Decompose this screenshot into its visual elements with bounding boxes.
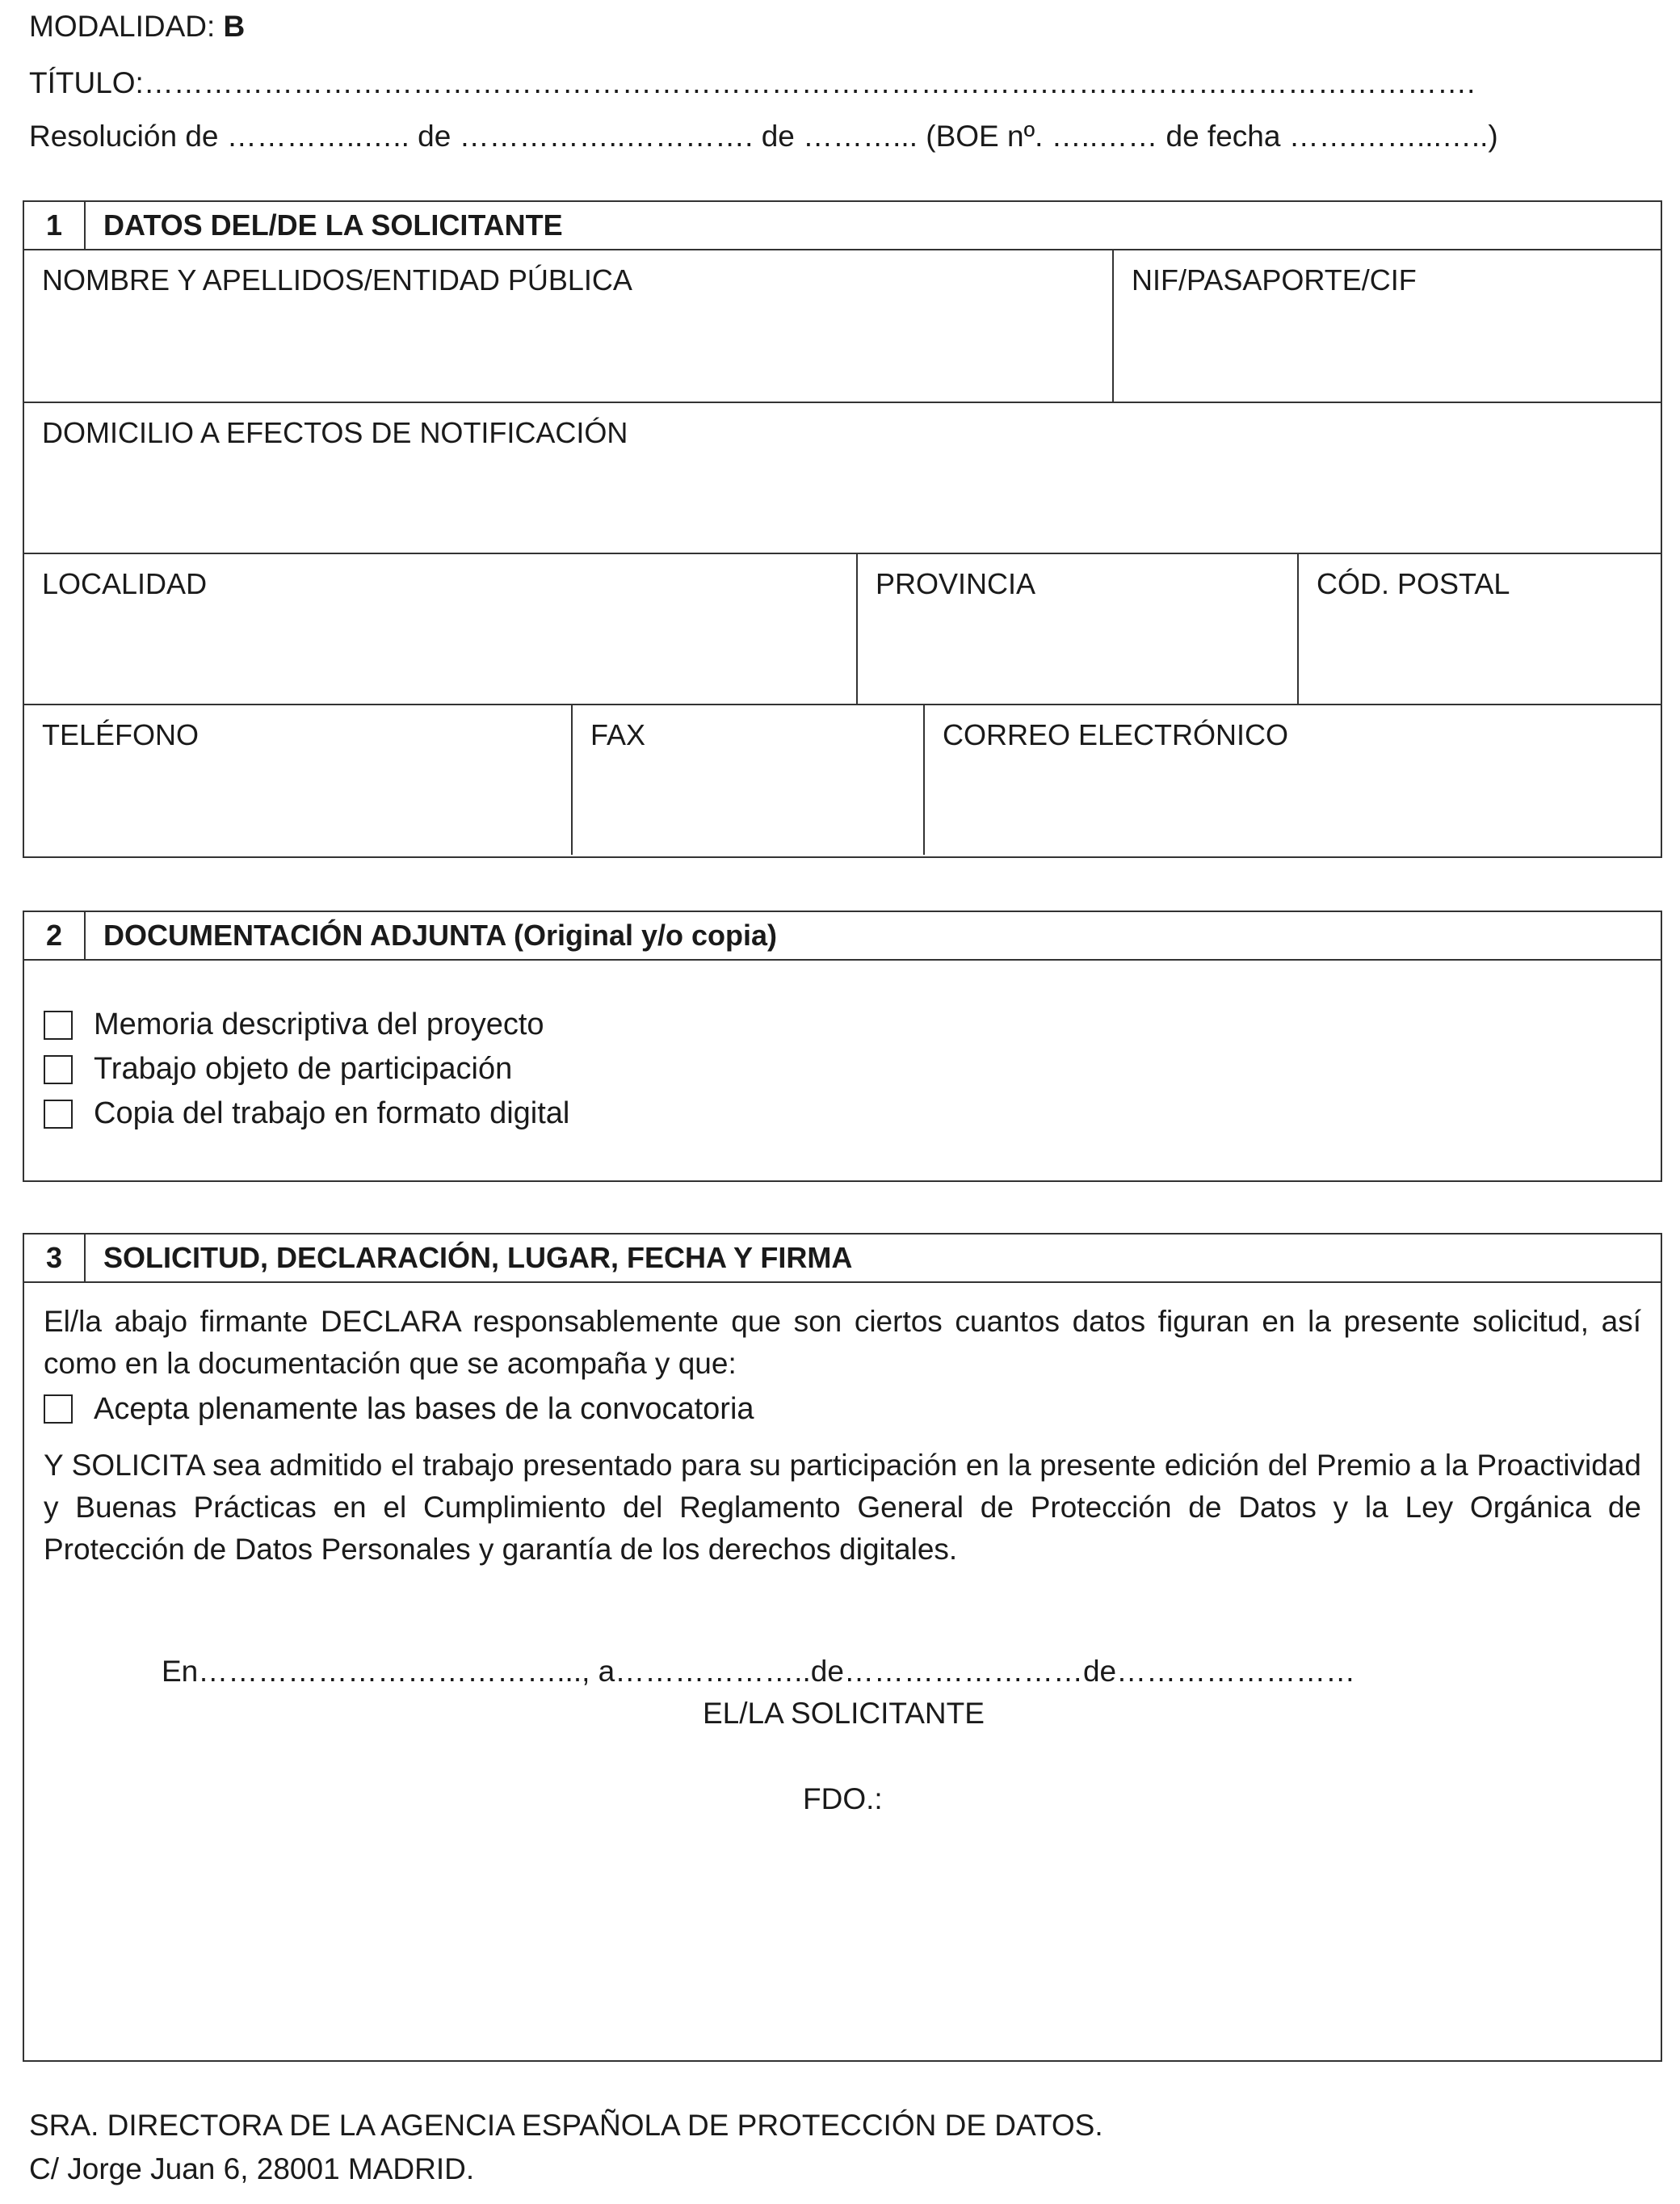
field-nombre[interactable] xyxy=(24,250,1114,402)
row-localidad xyxy=(24,554,1661,705)
section-1-number: 1 xyxy=(24,202,86,249)
checkbox-acepta-bases[interactable] xyxy=(44,1394,73,1424)
section-3-number: 3 xyxy=(24,1234,86,1281)
field-localidad-label: LOCALIDAD xyxy=(42,567,208,600)
section-3-header xyxy=(24,1234,1661,1283)
section-3-body xyxy=(24,1283,1661,1571)
doc-item-label: Copia del trabajo en formato digital xyxy=(94,1096,570,1130)
doc-item[interactable] xyxy=(44,1091,1661,1136)
titulo-line xyxy=(29,68,1475,98)
doc-item[interactable] xyxy=(44,1003,1661,1047)
section-2-title: DOCUMENTACIÓN ADJUNTA (Original y/o copia) xyxy=(103,919,778,952)
field-nif-label: NIF/PASAPORTE/CIF xyxy=(1132,263,1417,297)
signer-label: EL/LA SOLICITANTE xyxy=(703,1697,985,1730)
section-solicitud xyxy=(23,1233,1662,2062)
field-codigo-postal[interactable] xyxy=(1299,554,1661,704)
titulo-label: TÍTULO: xyxy=(29,66,144,99)
checkbox-trabajo[interactable] xyxy=(44,1055,73,1084)
field-cp-label: CÓD. POSTAL xyxy=(1317,567,1510,600)
footer-address: C/ Jorge Juan 6, 28001 MADRID. xyxy=(29,2152,475,2185)
field-domicilio[interactable] xyxy=(24,403,1661,553)
field-provincia[interactable] xyxy=(858,554,1299,704)
field-domicilio-label: DOMICILIO A EFECTOS DE NOTIFICACIÓN xyxy=(42,416,628,449)
field-provincia-label: PROVINCIA xyxy=(876,567,1036,600)
field-fax[interactable] xyxy=(573,705,925,855)
modalidad-value: B xyxy=(223,10,246,43)
declaration-text: El/la abajo firmante DECLARA responsablemente que son ciertos cuantos datos figuran en la presente solicitud, así como en la documentación que se acompaña y que: xyxy=(44,1305,1641,1380)
checkbox-memoria[interactable] xyxy=(44,1011,73,1040)
place-date-line: En………………………………..., a………………..de……………………de…………………… xyxy=(162,1655,1356,1688)
field-fax-label: FAX xyxy=(590,718,646,751)
modalidad-label: MODALIDAD: xyxy=(29,10,216,43)
resolucion-line: Resolución de …………..….. de ……………..…………. de ………... (BOE nº. …..…… de fecha …….……...…..) xyxy=(29,120,1498,153)
section-1-title: DATOS DEL/DE LA SOLICITANTE xyxy=(103,208,563,242)
section-datos-solicitante xyxy=(23,200,1662,858)
checkbox-copia-digital[interactable] xyxy=(44,1100,73,1129)
modalidad-line xyxy=(29,11,245,41)
row-contacto xyxy=(24,705,1661,855)
field-localidad[interactable] xyxy=(24,554,858,704)
doc-item-label: Trabajo objeto de participación xyxy=(94,1052,513,1086)
field-telefono[interactable] xyxy=(24,705,573,855)
doc-item-label: Memoria descriptiva del proyecto xyxy=(94,1007,544,1041)
field-correo-label: CORREO ELECTRÓNICO xyxy=(943,718,1289,751)
section-2-number: 2 xyxy=(24,912,86,959)
section-2-header xyxy=(24,912,1661,961)
doc-item[interactable] xyxy=(44,1047,1661,1091)
accept-bases-item[interactable] xyxy=(44,1385,1641,1433)
section-documentacion xyxy=(23,911,1662,1182)
solicita-text: Y SOLICITA sea admitido el trabajo presentado para su participación en la presente edición del Premio a la Proactividad y Buenas Prácticas en el Cumplimiento del Reglamento General de Protección de Datos y la Ley Orgánica de Protección de Datos Personales y garantía de los derechos digitales. xyxy=(44,1449,1641,1566)
titulo-dots: ……………………………………………………………………………….……………………………………. xyxy=(143,66,1476,99)
row-domicilio xyxy=(24,403,1661,554)
section-1-header xyxy=(24,202,1661,250)
documentacion-list xyxy=(24,961,1661,1136)
fdo-label: FDO.: xyxy=(803,1782,883,1815)
section-3-title: SOLICITUD, DECLARACIÓN, LUGAR, FECHA Y FIRMA xyxy=(103,1241,853,1274)
field-correo[interactable] xyxy=(925,705,1661,855)
accept-bases-label: Acepta plenamente las bases de la convocatoria xyxy=(94,1392,754,1426)
footer-recipient: SRA. DIRECTORA DE LA AGENCIA ESPAÑOLA DE PROTECCIÓN DE DATOS. xyxy=(29,2109,1103,2142)
row-nombre-nif xyxy=(24,250,1661,403)
field-telefono-label: TELÉFONO xyxy=(42,718,200,751)
field-nif[interactable] xyxy=(1114,250,1661,402)
field-nombre-label: NOMBRE Y APELLIDOS/ENTIDAD PÚBLICA xyxy=(42,263,632,297)
